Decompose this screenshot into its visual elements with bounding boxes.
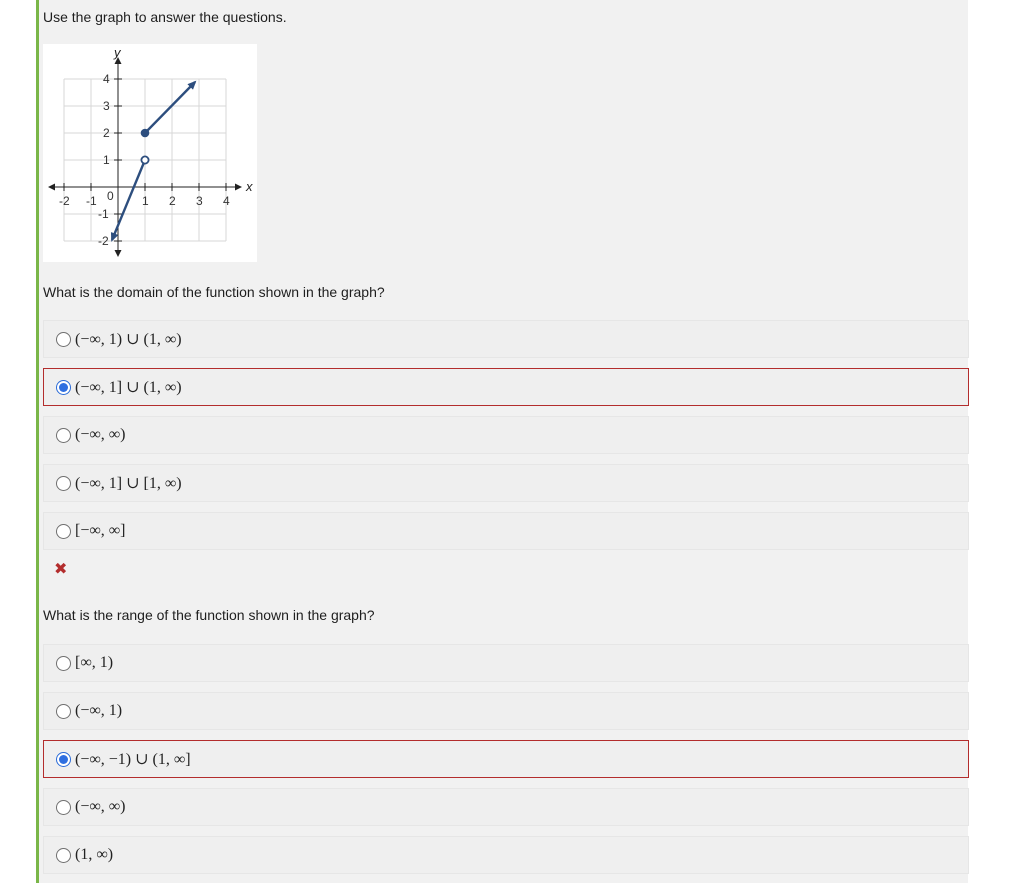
open-point — [141, 156, 148, 163]
graph-left-ray — [112, 160, 145, 240]
q1-option-4[interactable] — [43, 464, 969, 502]
option-label: (−∞, −1) ∪ (1, ∞] — [75, 751, 191, 768]
y-tick-label: 2 — [103, 126, 110, 140]
intro-text: Use the graph to answer the questions. — [43, 9, 287, 25]
y-tick-label: 1 — [103, 153, 110, 167]
option-label: (−∞, 1) — [75, 702, 123, 719]
q2-option-2[interactable] — [43, 692, 969, 730]
question-panel — [36, 0, 968, 883]
question-1-prompt: What is the domain of the function shown in the graph? — [43, 284, 385, 300]
option-label: [∞, 1) — [75, 654, 114, 671]
option-label: [−∞, ∞] — [75, 522, 126, 539]
option-label: (−∞, 1] ∪ [1, ∞) — [75, 475, 182, 492]
y-tick-label: -1 — [98, 207, 109, 221]
x-tick-label: -1 — [86, 194, 97, 208]
graph-right-ray — [145, 82, 195, 133]
radio-button[interactable] — [56, 704, 71, 719]
x-tick-label: 0 — [107, 189, 114, 203]
x-tick-label: 2 — [169, 194, 176, 208]
x-tick-label: 1 — [142, 194, 149, 208]
q1-option-2[interactable] — [43, 368, 969, 406]
option-label: (−∞, 1) ∪ (1, ∞) — [75, 331, 182, 348]
x-tick-label: 3 — [196, 194, 203, 208]
radio-button-checked[interactable] — [56, 380, 71, 395]
q2-option-4[interactable] — [43, 788, 969, 826]
y-tick-label: 3 — [103, 99, 110, 113]
q1-option-5[interactable] — [43, 512, 969, 550]
radio-button[interactable] — [56, 848, 71, 863]
q2-option-1[interactable] — [43, 644, 969, 682]
radio-button[interactable] — [56, 332, 71, 347]
radio-button[interactable] — [56, 524, 71, 539]
q1-option-1[interactable] — [43, 320, 969, 358]
x-mark-icon: ✖ — [54, 561, 68, 578]
radio-button[interactable] — [56, 428, 71, 443]
function-graph — [43, 44, 257, 262]
q1-option-3[interactable] — [43, 416, 969, 454]
closed-point — [141, 129, 149, 137]
x-tick-label: -2 — [59, 194, 70, 208]
option-label: (−∞, ∞) — [75, 426, 126, 443]
q2-option-5[interactable] — [43, 836, 969, 874]
y-axis-label: y — [114, 45, 121, 60]
q2-option-3[interactable] — [43, 740, 969, 778]
y-tick-label: -2 — [98, 234, 109, 248]
x-axis-label: x — [246, 179, 253, 194]
x-tick-label: 4 — [223, 194, 230, 208]
y-tick-label: 4 — [103, 72, 110, 86]
radio-button[interactable] — [56, 656, 71, 671]
radio-button[interactable] — [56, 800, 71, 815]
option-label: (−∞, ∞) — [75, 798, 126, 815]
option-label: (1, ∞) — [75, 846, 114, 863]
question-2-prompt: What is the range of the function shown in the graph? — [43, 607, 375, 623]
graph-svg — [43, 44, 257, 262]
radio-button[interactable] — [56, 476, 71, 491]
radio-button-checked[interactable] — [56, 752, 71, 767]
option-label: (−∞, 1] ∪ (1, ∞) — [75, 379, 182, 396]
